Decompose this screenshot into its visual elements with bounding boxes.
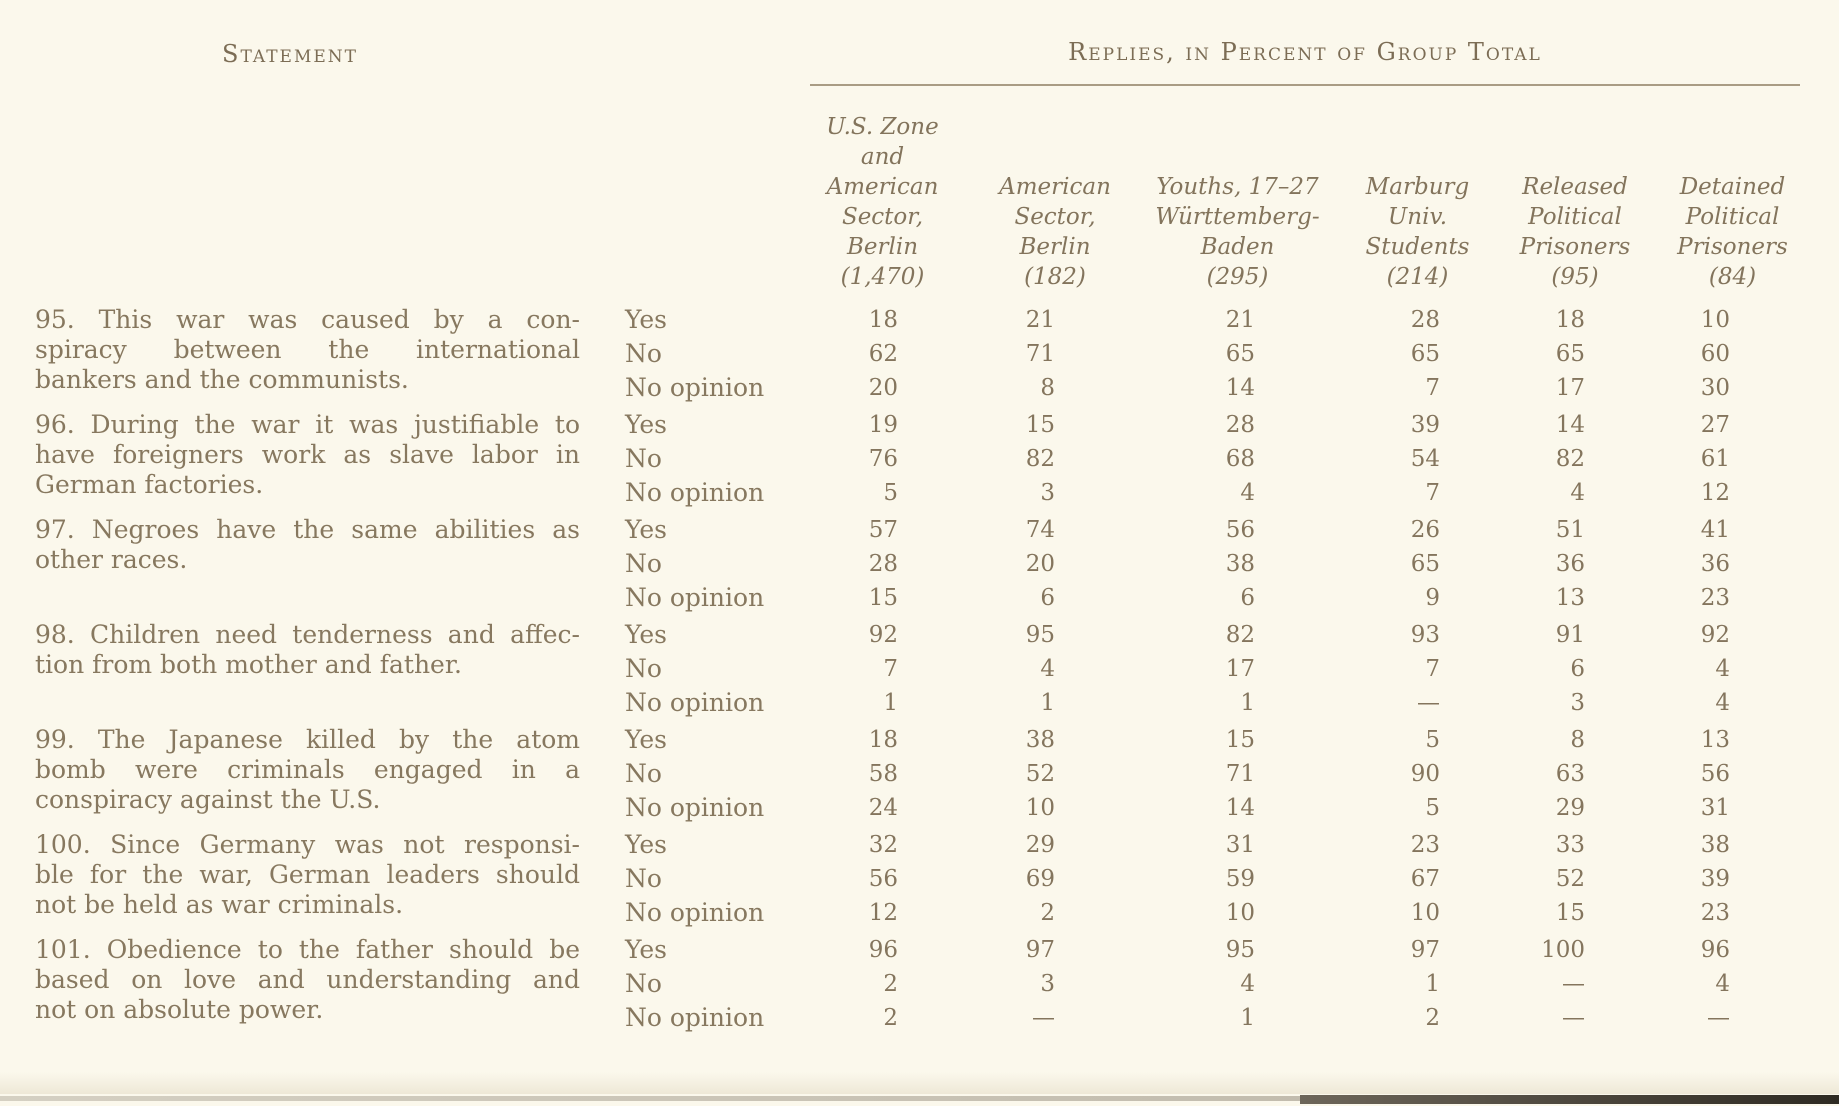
value-cell: 38 bbox=[1225, 551, 1255, 577]
value-cell: 3 bbox=[1570, 690, 1585, 716]
response-label: No bbox=[625, 759, 662, 788]
group-column-header-line: (95) bbox=[1551, 264, 1599, 290]
response-label: No opinion bbox=[625, 1003, 765, 1032]
response-label: No bbox=[625, 654, 662, 683]
response-row bbox=[590, 408, 1815, 442]
value-cell: 17 bbox=[1225, 656, 1255, 682]
value-cell: 28 bbox=[1410, 307, 1440, 333]
statement-line: 95. This war was caused by a con- bbox=[35, 305, 580, 334]
statement-line: ble for the war, German leaders should bbox=[35, 860, 580, 889]
value-cell: 23 bbox=[1410, 832, 1440, 858]
response-label: Yes bbox=[625, 620, 667, 649]
statement-line: conspiracy against the U.S. bbox=[35, 785, 381, 814]
group-column-header-line: American bbox=[999, 174, 1111, 200]
value-cell: 4 bbox=[1715, 656, 1730, 682]
response-row bbox=[590, 652, 1815, 686]
value-cell: 38 bbox=[1025, 727, 1055, 753]
replies-group-header: Replies, in Percent of Group Total bbox=[1068, 38, 1542, 66]
value-cell: 63 bbox=[1555, 761, 1585, 787]
value-cell: 8 bbox=[1040, 375, 1055, 401]
response-row bbox=[590, 547, 1815, 581]
value-cell: 13 bbox=[1700, 727, 1730, 753]
response-row bbox=[590, 1001, 1815, 1035]
value-cell: 58 bbox=[868, 761, 898, 787]
statement-text bbox=[35, 408, 590, 510]
value-cell: 62 bbox=[868, 341, 898, 367]
value-cell: 4 bbox=[1040, 656, 1055, 682]
group-column-header-line: Youths, 17–27 bbox=[1156, 174, 1319, 200]
response-label: Yes bbox=[625, 725, 667, 754]
response-row bbox=[590, 513, 1815, 547]
value-cell: 4 bbox=[1715, 690, 1730, 716]
group-column-header-line: Students bbox=[1365, 234, 1470, 260]
value-cell: — bbox=[1707, 1005, 1730, 1031]
response-label: No bbox=[625, 549, 662, 578]
header-rule bbox=[810, 84, 1800, 86]
value-cell: 17 bbox=[1555, 375, 1585, 401]
statement-text bbox=[35, 303, 590, 405]
response-label: No opinion bbox=[625, 898, 765, 927]
value-cell: 100 bbox=[1541, 937, 1585, 963]
group-column-header-line: Berlin bbox=[1019, 234, 1091, 260]
value-cell: 1 bbox=[1425, 971, 1440, 997]
group-column-header bbox=[970, 172, 1140, 292]
value-cell: 52 bbox=[1555, 866, 1585, 892]
statement-line: tion from both mother and father. bbox=[35, 650, 463, 679]
group-column-header-line: Prisoners bbox=[1519, 234, 1631, 260]
value-cell: 36 bbox=[1700, 551, 1730, 577]
value-cell: 38 bbox=[1700, 832, 1730, 858]
value-cell: 82 bbox=[1025, 446, 1055, 472]
group-column-header-line: Marburg bbox=[1365, 174, 1470, 200]
response-label: No opinion bbox=[625, 688, 765, 717]
response-label: No bbox=[625, 864, 662, 893]
group-column-header bbox=[1140, 172, 1335, 292]
group-column-header-line: U.S. Zone bbox=[826, 114, 939, 140]
value-cell: 28 bbox=[868, 551, 898, 577]
response-label: No bbox=[625, 969, 662, 998]
response-label: No bbox=[625, 444, 662, 473]
group-column-header-line: (214) bbox=[1386, 264, 1449, 290]
statement-text bbox=[35, 828, 590, 930]
value-cell: 10 bbox=[1225, 900, 1255, 926]
statement-line: 101. Obedience to the father should be bbox=[35, 935, 580, 964]
value-cell: 7 bbox=[1425, 375, 1440, 401]
value-cell: 2 bbox=[883, 971, 898, 997]
value-cell: 68 bbox=[1225, 446, 1255, 472]
value-cell: 15 bbox=[868, 585, 898, 611]
value-cell: 71 bbox=[1225, 761, 1255, 787]
response-row bbox=[590, 791, 1815, 825]
value-cell: 65 bbox=[1225, 341, 1255, 367]
group-column-header-line: Released bbox=[1522, 174, 1628, 200]
value-cell: — bbox=[1562, 971, 1585, 997]
response-row bbox=[590, 896, 1815, 930]
value-cell: 26 bbox=[1410, 517, 1440, 543]
response-row bbox=[590, 757, 1815, 791]
value-cell: 76 bbox=[868, 446, 898, 472]
value-cell: 18 bbox=[1555, 307, 1585, 333]
response-row bbox=[590, 371, 1815, 405]
response-label: Yes bbox=[625, 515, 667, 544]
value-cell: 82 bbox=[1555, 446, 1585, 472]
statement-line: 99. The Japanese killed by the atom bbox=[35, 725, 580, 754]
value-cell: 33 bbox=[1555, 832, 1585, 858]
value-cell: 39 bbox=[1700, 866, 1730, 892]
response-row bbox=[590, 933, 1815, 967]
value-cell: 4 bbox=[1570, 480, 1585, 506]
value-cell: 97 bbox=[1025, 937, 1055, 963]
value-cell: 9 bbox=[1425, 585, 1440, 611]
group-column-header-line: Political bbox=[1528, 204, 1622, 230]
question-block bbox=[35, 303, 1815, 405]
value-cell: 7 bbox=[1425, 480, 1440, 506]
value-cell: 31 bbox=[1225, 832, 1255, 858]
value-cell: 18 bbox=[868, 727, 898, 753]
value-cell: 2 bbox=[883, 1005, 898, 1031]
value-cell: 69 bbox=[1025, 866, 1055, 892]
value-cell: 1 bbox=[1240, 1005, 1255, 1031]
question-block bbox=[35, 723, 1815, 825]
value-cell: 15 bbox=[1555, 900, 1585, 926]
value-cell: 6 bbox=[1570, 656, 1585, 682]
value-cell: 1 bbox=[1040, 690, 1055, 716]
value-cell: 39 bbox=[1410, 412, 1440, 438]
response-row bbox=[590, 828, 1815, 862]
statement-line: not on absolute power. bbox=[35, 995, 324, 1024]
value-cell: 52 bbox=[1025, 761, 1055, 787]
value-cell: 14 bbox=[1225, 375, 1255, 401]
value-cell: 57 bbox=[868, 517, 898, 543]
response-label: Yes bbox=[625, 410, 667, 439]
value-cell: 14 bbox=[1555, 412, 1585, 438]
value-cell: 65 bbox=[1555, 341, 1585, 367]
value-cell: 92 bbox=[1700, 622, 1730, 648]
statement-line: bankers and the communists. bbox=[35, 365, 409, 394]
value-cell: 51 bbox=[1555, 517, 1585, 543]
statement-line: not be held as war criminals. bbox=[35, 890, 404, 919]
statement-line: 96. During the war it was justifiable to bbox=[35, 410, 580, 439]
group-column-header-line: (182) bbox=[1024, 264, 1086, 290]
value-cell: 90 bbox=[1410, 761, 1440, 787]
value-cell: — bbox=[1032, 1005, 1055, 1031]
value-cell: 5 bbox=[883, 480, 898, 506]
group-column-header-line: Sector, bbox=[841, 204, 924, 230]
response-row bbox=[590, 442, 1815, 476]
value-cell: 36 bbox=[1555, 551, 1585, 577]
value-cell: 12 bbox=[868, 900, 898, 926]
value-cell: 6 bbox=[1240, 585, 1255, 611]
response-row bbox=[590, 476, 1815, 510]
group-column-header bbox=[1335, 172, 1500, 292]
value-cell: 4 bbox=[1240, 971, 1255, 997]
value-cell: 10 bbox=[1700, 307, 1730, 333]
statement-line: 98. Children need tenderness and affec- bbox=[35, 620, 580, 649]
statement-line: other races. bbox=[35, 545, 188, 574]
value-cell: 15 bbox=[1225, 727, 1255, 753]
response-label: No bbox=[625, 339, 662, 368]
value-cell: 59 bbox=[1225, 866, 1255, 892]
value-cell: — bbox=[1562, 1005, 1585, 1031]
response-row bbox=[590, 686, 1815, 720]
group-column-header-line: American bbox=[826, 174, 939, 200]
value-cell: 1 bbox=[883, 690, 898, 716]
value-cell: 4 bbox=[1715, 971, 1730, 997]
response-row bbox=[590, 723, 1815, 757]
response-row bbox=[590, 581, 1815, 615]
response-label: Yes bbox=[625, 935, 667, 964]
statement-line: 97. Negroes have the same abilities as bbox=[35, 515, 580, 544]
value-cell: 31 bbox=[1700, 795, 1730, 821]
scan-bottom-edge-dark bbox=[1300, 1095, 1839, 1104]
question-block bbox=[35, 408, 1815, 510]
value-cell: 7 bbox=[1425, 656, 1440, 682]
value-cell: 5 bbox=[1425, 795, 1440, 821]
statement-line: bomb were criminals engaged in a bbox=[35, 755, 580, 784]
response-row bbox=[590, 303, 1815, 337]
value-cell: 6 bbox=[1040, 585, 1055, 611]
value-cell: 96 bbox=[868, 937, 898, 963]
value-cell: 12 bbox=[1700, 480, 1730, 506]
group-column-header-line: Univ. bbox=[1387, 204, 1448, 230]
value-cell: 10 bbox=[1410, 900, 1440, 926]
value-cell: 21 bbox=[1225, 307, 1255, 333]
value-cell: 3 bbox=[1040, 480, 1055, 506]
response-label: Yes bbox=[625, 305, 667, 334]
group-column-header-line: (1,470) bbox=[840, 264, 925, 290]
value-cell: — bbox=[1417, 690, 1440, 716]
value-cell: 41 bbox=[1700, 517, 1730, 543]
group-column-header-line: Baden bbox=[1200, 234, 1275, 260]
value-cell: 14 bbox=[1225, 795, 1255, 821]
value-cell: 65 bbox=[1410, 341, 1440, 367]
response-label: No opinion bbox=[625, 793, 765, 822]
value-cell: 29 bbox=[1555, 795, 1585, 821]
value-cell: 5 bbox=[1425, 727, 1440, 753]
value-cell: 96 bbox=[1700, 937, 1730, 963]
value-cell: 71 bbox=[1025, 341, 1055, 367]
value-cell: 7 bbox=[883, 656, 898, 682]
value-cell: 93 bbox=[1410, 622, 1440, 648]
value-cell: 74 bbox=[1025, 517, 1055, 543]
value-cell: 54 bbox=[1410, 446, 1440, 472]
response-row bbox=[590, 862, 1815, 896]
statement-text bbox=[35, 933, 590, 1035]
value-cell: 19 bbox=[868, 412, 898, 438]
value-cell: 56 bbox=[1225, 517, 1255, 543]
scan-smudge bbox=[0, 1072, 1839, 1094]
value-cell: 65 bbox=[1410, 551, 1440, 577]
question-block bbox=[35, 618, 1815, 720]
value-cell: 61 bbox=[1700, 446, 1730, 472]
statement-line: have foreigners work as slave labor in bbox=[35, 440, 580, 469]
statement-text bbox=[35, 513, 590, 615]
value-cell: 82 bbox=[1225, 622, 1255, 648]
value-cell: 4 bbox=[1240, 480, 1255, 506]
value-cell: 21 bbox=[1025, 307, 1055, 333]
group-column-header-line: Detained bbox=[1679, 174, 1786, 200]
response-label: No opinion bbox=[625, 373, 765, 402]
value-cell: 20 bbox=[868, 375, 898, 401]
value-cell: 95 bbox=[1225, 937, 1255, 963]
value-cell: 13 bbox=[1555, 585, 1585, 611]
value-cell: 28 bbox=[1225, 412, 1255, 438]
table-body bbox=[35, 303, 1815, 1038]
value-cell: 8 bbox=[1570, 727, 1585, 753]
value-cell: 2 bbox=[1425, 1005, 1440, 1031]
statement-line: German factories. bbox=[35, 470, 264, 499]
value-cell: 29 bbox=[1025, 832, 1055, 858]
value-cell: 23 bbox=[1700, 585, 1730, 611]
group-column-header-line: (84) bbox=[1708, 264, 1757, 290]
group-column-header-line: Württemberg- bbox=[1155, 204, 1320, 230]
value-cell: 10 bbox=[1025, 795, 1055, 821]
value-cell: 32 bbox=[868, 832, 898, 858]
value-cell: 95 bbox=[1025, 622, 1055, 648]
group-column-header-line: and bbox=[860, 144, 905, 170]
value-cell: 30 bbox=[1700, 375, 1730, 401]
value-cell: 56 bbox=[868, 866, 898, 892]
value-cell: 67 bbox=[1410, 866, 1440, 892]
value-cell: 20 bbox=[1025, 551, 1055, 577]
scan-bottom-edge-gray bbox=[0, 1096, 1320, 1101]
statement-text bbox=[35, 723, 590, 825]
statement-text bbox=[35, 618, 590, 720]
group-column-header-line: Sector, bbox=[1014, 204, 1096, 230]
value-cell: 92 bbox=[868, 622, 898, 648]
response-row bbox=[590, 618, 1815, 652]
value-cell: 24 bbox=[868, 795, 898, 821]
value-cell: 15 bbox=[1025, 412, 1055, 438]
value-cell: 2 bbox=[1040, 900, 1055, 926]
group-column-headers bbox=[795, 92, 1815, 292]
value-cell: 91 bbox=[1555, 622, 1585, 648]
question-block bbox=[35, 513, 1815, 615]
response-label: No opinion bbox=[625, 478, 765, 507]
question-block bbox=[35, 828, 1815, 930]
statement-line: spiracy between the international bbox=[35, 335, 580, 364]
value-cell: 60 bbox=[1700, 341, 1730, 367]
value-cell: 23 bbox=[1700, 900, 1730, 926]
question-block bbox=[35, 933, 1815, 1035]
value-cell: 18 bbox=[868, 307, 898, 333]
value-cell: 27 bbox=[1700, 412, 1730, 438]
value-cell: 97 bbox=[1410, 937, 1440, 963]
response-row bbox=[590, 337, 1815, 371]
response-label: Yes bbox=[625, 830, 667, 859]
group-column-header bbox=[795, 112, 970, 292]
group-column-header-line: Political bbox=[1685, 204, 1780, 230]
statement-line: 100. Since Germany was not responsi- bbox=[35, 830, 580, 859]
group-column-header bbox=[1650, 172, 1815, 292]
group-column-header-line: Prisoners bbox=[1677, 234, 1788, 260]
response-label: No opinion bbox=[625, 583, 765, 612]
group-column-header bbox=[1500, 172, 1650, 292]
statement-line: based on love and understanding and bbox=[35, 965, 580, 994]
group-column-header-line: (295) bbox=[1206, 264, 1269, 290]
value-cell: 3 bbox=[1040, 971, 1055, 997]
statement-column-header: Statement bbox=[222, 40, 358, 68]
group-column-header-line: Berlin bbox=[846, 234, 919, 260]
value-cell: 1 bbox=[1240, 690, 1255, 716]
value-cell: 56 bbox=[1700, 761, 1730, 787]
response-row bbox=[590, 967, 1815, 1001]
